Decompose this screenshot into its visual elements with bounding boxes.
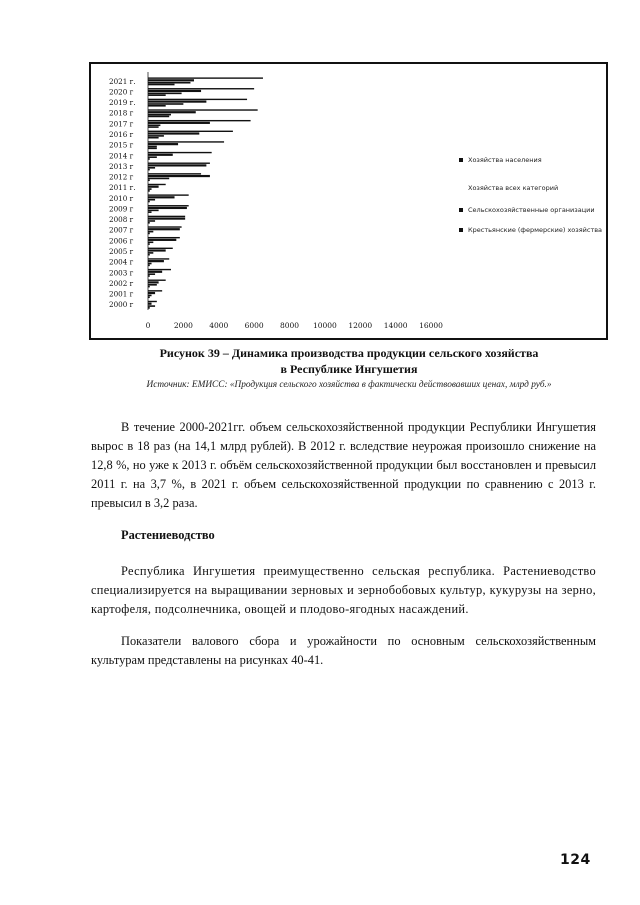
bar-agri-orgs [148,178,169,180]
bar-farms [148,254,150,256]
bar-households [148,281,159,283]
bar-farms [148,169,150,171]
y-tick-label: 2010 г [109,193,134,203]
bar-agri-orgs [148,156,157,158]
bar-all-categories [148,290,162,291]
bar-all-categories [148,99,247,100]
legend-marker [459,158,463,162]
bar-all-categories [148,120,251,121]
bar-agri-orgs [148,124,160,126]
x-tick-label: 14000 [383,321,408,330]
bar-agri-orgs [148,263,152,265]
bar-farms [148,243,150,245]
bar-all-categories [148,77,263,78]
bar-households [148,90,201,92]
bar-households [148,186,159,188]
bar-agri-orgs [148,231,153,233]
legend-label: Сельскохозяйственные организации [468,206,595,214]
bar-all-categories [148,109,258,110]
bar-agri-orgs [148,114,171,116]
bar-farms [148,265,150,267]
bar-all-categories [148,152,212,153]
bar-households [148,196,175,198]
bar-all-categories [148,173,201,174]
bar-farms [148,126,159,128]
bar-agri-orgs [148,93,182,95]
bar-farms [148,233,150,235]
bar-households [148,292,155,294]
bar-agri-orgs [148,146,157,148]
bar-agri-orgs [148,220,155,222]
x-tick-label: 0 [145,321,151,330]
bar-farms [148,307,150,309]
paragraph-figures-ref: Показатели валового сбора и урожайности по основным сельскохозяйственным культурам представлены на рисунках 40-41. [91,634,596,667]
bar-households [148,111,196,113]
bar-households [148,217,185,219]
bar-farms [148,116,169,118]
x-tick-label: 2000 [173,321,193,330]
y-tick-label: 2004 г [109,257,134,267]
bar-all-categories [148,280,166,281]
bar-agri-orgs [148,273,155,275]
y-tick-label: 2003 г [109,268,134,278]
bar-farms [148,201,150,203]
y-tick-label: 2007 г [109,225,134,235]
bar-farms [148,275,150,277]
bar-agri-orgs [148,210,159,212]
y-tick-label: 2017 г [109,119,134,129]
bar-all-categories [148,141,224,142]
y-tick-label: 2011 г. [109,183,136,193]
figure-caption [90,345,608,377]
x-tick-label: 4000 [209,321,229,330]
bar-agri-orgs [148,135,164,137]
bar-households [148,164,206,166]
x-tick-label: 6000 [244,321,264,330]
legend-marker [459,208,463,212]
bar-households [148,260,164,262]
y-tick-label: 2008 г [109,215,134,225]
bar-all-categories [148,131,233,132]
y-tick-label: 2006 г [109,236,134,246]
legend-label: Хозяйства всех категорий [468,184,559,192]
bar-agri-orgs [148,305,155,307]
bar-all-categories [148,205,189,206]
chart-legend [459,156,604,234]
bar-farms [148,286,150,288]
bar-farms [148,84,175,86]
bar-agri-orgs [148,199,155,201]
x-tick-label: 8000 [279,321,300,330]
bar-households [148,154,173,156]
bar-all-categories [148,184,166,185]
y-tick-label: 2013 г [109,161,134,171]
bar-agri-orgs [148,82,190,84]
page-number: 124 [560,852,591,868]
caption-title-line2: в Республике Ингушетия [280,362,418,376]
bar-farms [148,94,166,96]
bar-households [148,228,180,230]
bar-agri-orgs [148,295,152,297]
y-tick-label: 2001 г [109,289,134,299]
bar-farms [148,179,150,181]
legend-marker [459,186,463,190]
bar-all-categories [148,237,180,238]
y-tick-label: 2018 г [109,108,134,118]
bar-farms [148,296,150,298]
bar-households [148,132,199,134]
y-tick-label: 2016 г [109,130,134,139]
bar-all-categories [148,163,210,164]
bar-all-categories [148,88,254,89]
legend-label: Хозяйства населения [468,156,542,164]
bar-agri-orgs [148,284,157,286]
bar-farms [148,148,157,150]
bar-agri-orgs [148,241,153,243]
bar-all-categories [148,258,169,259]
y-tick-label: 2021 г. [109,76,136,86]
x-tick-label: 10000 [312,321,337,330]
y-tick-label: 2014 г [109,151,134,161]
bar-farms [148,190,150,192]
legend-entry [459,206,604,214]
y-tick-label: 2002 г [109,278,134,288]
legend-entry [459,156,604,164]
y-tick-label: 2020 г [109,87,134,97]
legend-marker [459,228,463,232]
bar-farms [148,137,159,139]
paragraph-specialization: Республика Ингушетия преимущественно сельская республика. Растениеводство специализируется на выращивании зерновых и зернобобовых культур, кукурузы на зерно, картофеля, подсолнечника, овощей и плодово-ягодных насаждений. [91,564,596,616]
y-tick-label: 2015 г [109,140,134,150]
y-tick-label: 2005 г [109,247,134,256]
y-tick-label: 2012 г [109,172,134,182]
x-tick-label: 12000 [348,321,373,330]
caption-title-line1: Рисунок 39 – Динамика производства продукции сельского хозяйства [159,346,539,360]
bar-households [148,303,152,305]
y-tick-label: 2000 г [109,300,134,310]
bar-all-categories [148,269,171,270]
bar-all-categories [148,226,182,227]
bar-agri-orgs [148,103,183,105]
bar-households [148,143,178,145]
bar-all-categories [148,301,157,302]
bar-agri-orgs [148,188,152,190]
y-tick-label: 2019 г. [109,98,136,108]
bar-agri-orgs [148,167,155,169]
bar-households [148,271,162,273]
bar-households [148,122,210,124]
legend-label: Крестьянские (фермерские) хозяйства [468,226,603,234]
bar-agri-orgs [148,252,153,254]
paragraph-growth: В течение 2000-2021гг. объем сельскохозяйственной продукции Республики Ингушетия вырос в 18 раз (на 14,1 млрд рублей). В 2012 г. вследствие неурожая произошло снижение на 12,8 %, но уже к 2013 г. объём сельскохозяйственной продукции был восстановлен и превысил 2011 г. на 3,7 %, в 2021 г. объем сельскохозяйственной продукции по сравнению с 2013 г. превысил в 3,2 раза. [91,420,596,510]
legend-entry [459,226,604,234]
section-heading: Растениеводство [121,528,215,542]
bar-farms [148,158,150,160]
bar-households [148,249,166,251]
bar-farms [148,222,150,224]
x-tick-label: 16000 [419,321,443,330]
figure-source: Источник: ЕМИСС: «Продукция сельского хозяйства в фактически действовавших ценах, млрд руб.» [146,380,552,390]
bar-all-categories [148,194,189,195]
bar-households [148,79,194,81]
bar-farms [148,211,152,213]
legend-entry [459,184,604,192]
chart-frame [89,62,608,340]
bar-households [148,175,210,177]
bar-all-categories [148,248,173,249]
bar-households [148,239,176,241]
bar-all-categories [148,216,185,217]
y-tick-label: 2009 г [109,204,134,214]
bar-households [148,100,206,102]
bar-households [148,207,187,209]
bar-farms [148,105,166,107]
